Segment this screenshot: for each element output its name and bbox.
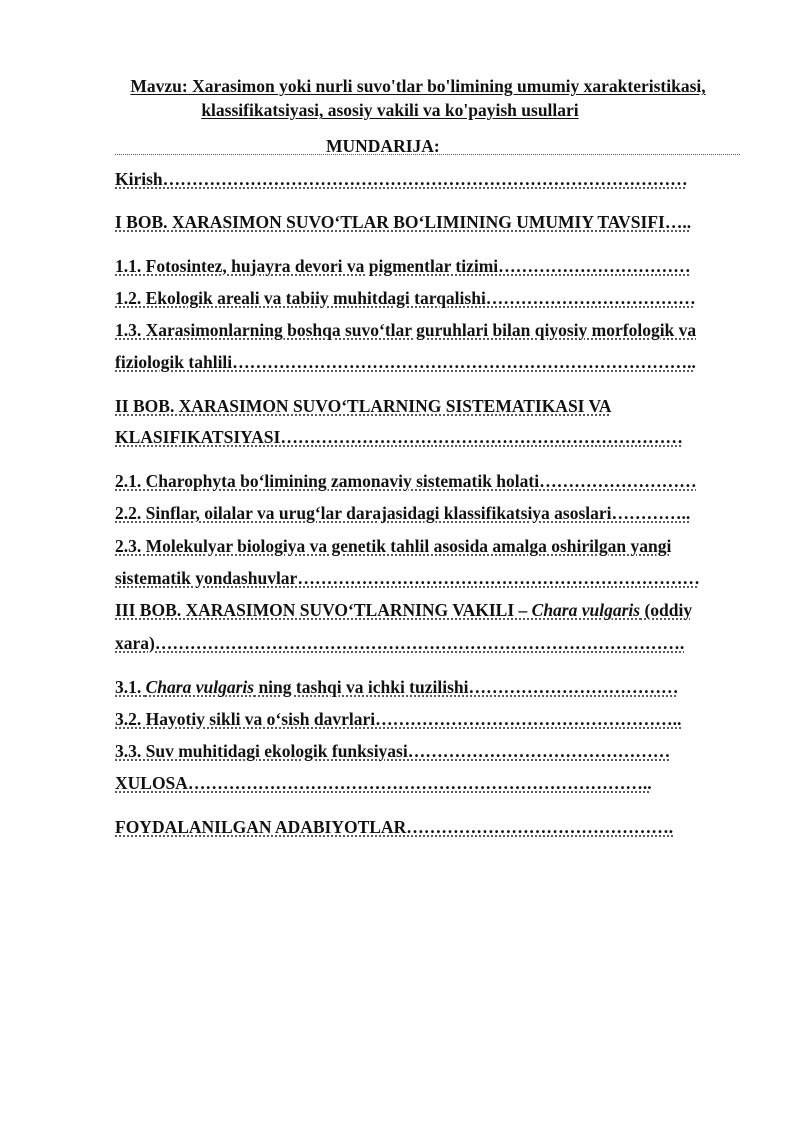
item-3-1-suffix: ning tashqi va ichki tuzilishi………………………………: [254, 677, 679, 697]
toc-item-3-3: 3.3. Suv muhitidagi ekologik funksiyasi………………………………………: [115, 741, 671, 761]
toc-item-2-3-line-2: sistematik yondashuvlar……………………………………………………………: [115, 568, 700, 588]
toc-item-1-3-line-2: fiziologik tahlili……………………………………………………………………..: [115, 352, 696, 372]
toc-item-1-3-line-1: 1.3. Xarasimonlarning boshqa suvo‘tlar guruhlari bilan qiyosiy morfologik va: [115, 320, 697, 340]
toc-item-2-1: 2.1. Charophyta bo‘limining zamonaviy sistematik holati………………………: [115, 471, 697, 491]
toc-item-references: FOYDALANILGAN ADABIYOTLAR……………………………………….: [115, 817, 674, 837]
chapter-3-suffix: (oddiy: [640, 600, 693, 620]
item-3-1-species: Chara vulgaris: [145, 677, 255, 697]
toc-item-xulosa: XULOSA……………………………………………………………………..: [115, 773, 652, 793]
toc-item-1-1: 1.1. Fotosintez, hujayra devori va pigmentlar tizimi……………………………: [115, 256, 691, 276]
toc-item-chapter-2-line-1: II BOB. XARASIMON SUVO‘TLARNING SISTEMATIKASI VA: [115, 396, 612, 416]
toc-item-chapter-3-line-2: xara)……………………………………………………………………………….: [115, 633, 685, 653]
item-3-1-prefix: 3.1.: [115, 677, 146, 697]
toc-item-3-1: [115, 676, 743, 698]
toc-item-chapter-2-line-2: KLASIFIKATSIYASI……………………………………………………………: [115, 427, 683, 447]
toc-item-kirish: Kirish………………………………………………………………………………: [115, 169, 688, 189]
toc-item-1-2: 1.2. Ekologik areali va tabiiy muhitdagi tarqalishi………………………………: [115, 288, 696, 308]
document-title: [110, 74, 706, 122]
toc-heading: MUNDARIJA:: [326, 136, 440, 156]
toc-item-2-2: 2.2. Sinflar, oilalar va urug‘lar darajasidagi klassifikatsiya asoslari…………..: [115, 503, 691, 523]
chapter-3-species: Chara vulgaris: [531, 600, 641, 620]
toc-item-chapter-1: I BOB. XARASIMON SUVO‘TLAR BO‘LIMINING UMUMIY TAVSIFI…..: [115, 212, 692, 232]
toc-item-2-3-line-1: 2.3. Molekulyar biologiya va genetik tahlil asosida amalga oshirilgan yangi: [115, 536, 672, 556]
toc-item-chapter-3-line-1: [115, 599, 743, 621]
toc-item-3-2: 3.2. Hayotiy sikli va o‘sish davrlari……………………………………………..: [115, 709, 682, 729]
title-line-1: Mavzu: Xarasimon yoki nurli suvo'tlar bo'limining umumiy xarakteristikasi,: [130, 76, 706, 96]
chapter-3-prefix: III BOB. XARASIMON SUVO‘TLARNING VAKILI –: [115, 600, 532, 620]
title-line-2: klassifikatsiyasi, asosiy vakili va ko'payish usullari: [201, 100, 579, 120]
